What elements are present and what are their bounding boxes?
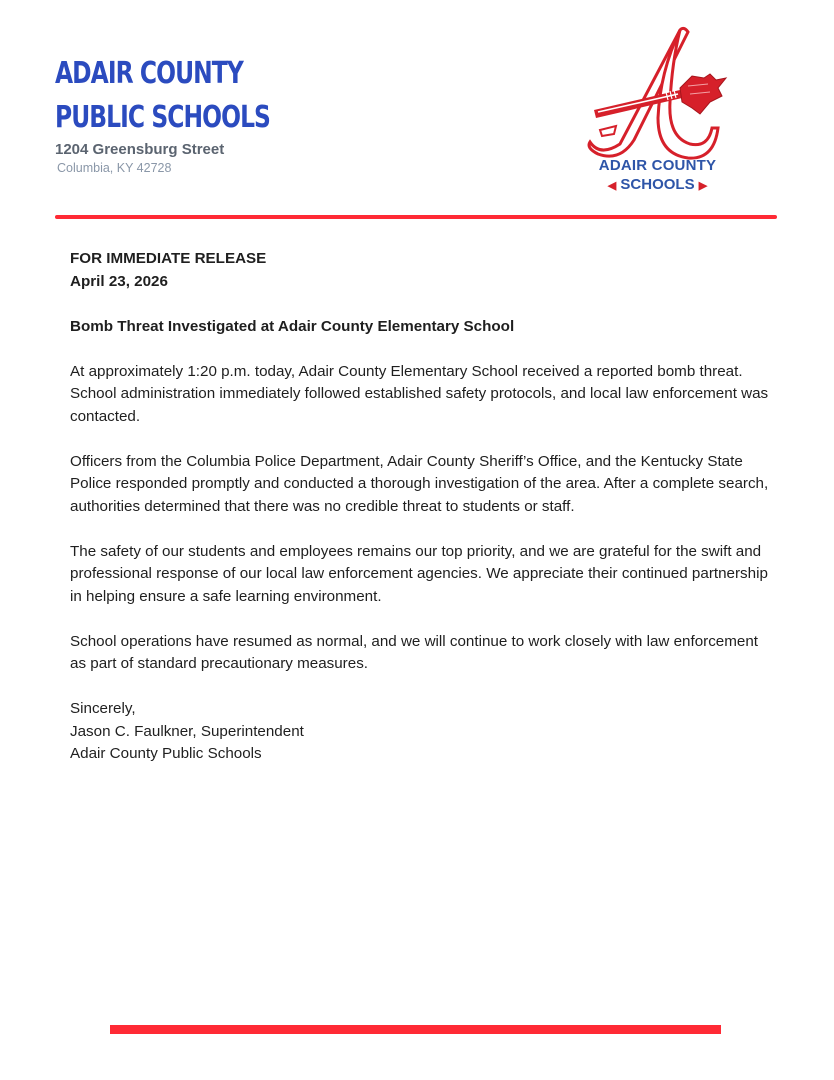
footer-divider <box>110 1025 721 1034</box>
press-release-body <box>70 248 770 766</box>
address-street: 1204 Greensburg Street <box>55 141 225 158</box>
paragraph-1: At approximately 1:20 p.m. today, Adair County Elementary School received a reported bomb threat. School administration immediately followed established safety protocols, and local law enforcement was contacted. <box>70 362 769 425</box>
logo-text-line1: ADAIR COUNTY <box>598 157 717 174</box>
logo-text-line2: SCHOOLS <box>620 176 695 193</box>
release-date: April 23, 2026 <box>70 272 168 290</box>
closing-salutation: Sincerely, <box>70 700 136 717</box>
logo-text-line2-wrapper <box>595 176 720 193</box>
signer-name: Jason C. Faulkner, Superintendent <box>70 722 304 740</box>
arrowhead-right-icon: ▶ <box>698 180 708 192</box>
release-headline: Bomb Threat Investigated at Adair County Elementary School <box>70 317 515 335</box>
paragraph-4: School operations have resumed as normal, and we will continue to work closely with law enforcement as part of standard precautionary measures. <box>70 632 758 672</box>
arrowhead-left-icon: ◀ <box>607 180 617 192</box>
release-meta <box>70 248 770 293</box>
header-divider <box>55 215 777 219</box>
signer-organization: Adair County Public Schools <box>70 745 262 762</box>
address-city: Columbia, KY 42728 <box>57 161 172 175</box>
organization-name: ADAIR COUNTY PUBLIC SCHOOLS <box>55 56 270 135</box>
closing-block <box>70 698 770 766</box>
release-label: FOR IMMEDIATE RELEASE <box>70 250 267 267</box>
paragraph-2: Officers from the Columbia Police Department, Adair County Sheriff’s Office, and the Kentucky State Police responded promptly and conducted a thorough investigation of the area. After a complete search, authorities determined that there was no credible threat to students or staff. <box>70 452 769 515</box>
paragraph-3: The safety of our students and employees remains our top priority, and we are grateful for the swift and professional response of our local law enforcement agencies. We appreciate their continued partnership in helping ensure a safe learning environment. <box>70 542 768 605</box>
